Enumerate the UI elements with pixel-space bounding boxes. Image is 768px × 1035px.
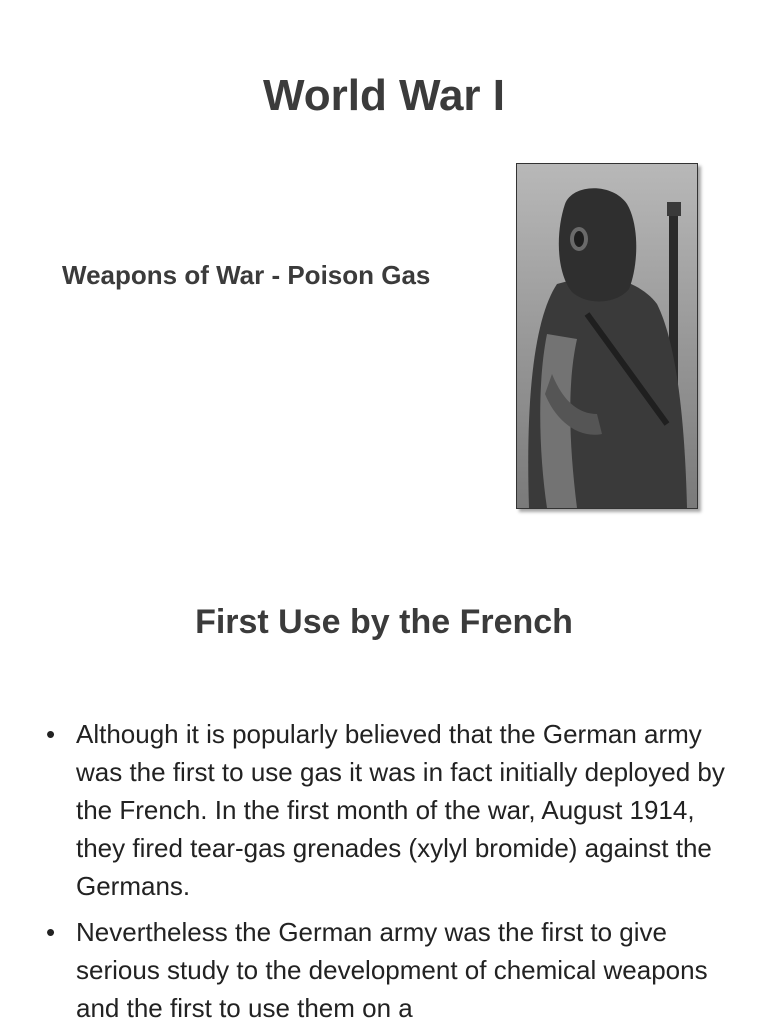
slide-subtitle: Weapons of War - Poison Gas [62, 260, 431, 290]
slide-title: World War I [263, 71, 505, 120]
gas-mask-soldier-photo [516, 163, 698, 509]
bullet-text: Nevertheless the German army was the first to give serious study to the development of chemical weapons and the first to use them on a [76, 917, 708, 1023]
slide-first-use [0, 560, 768, 1024]
bullet-dot-icon: • [46, 917, 56, 947]
bullet-dot-icon: • [46, 719, 56, 749]
bullet-text: Although it is popularly believed that the German army was the first to use gas it was in fact initially deployed by the French. In the first month of the war, August 1914, they fired tear-gas grenades (xylyl bromide) against the Germans. [76, 719, 725, 901]
bullet-item [44, 913, 734, 1027]
soldier-silhouette-illustration [517, 164, 697, 508]
bullet-list [44, 715, 734, 1035]
slide-title: First Use by the French [195, 603, 573, 641]
bullet-item [44, 715, 734, 905]
